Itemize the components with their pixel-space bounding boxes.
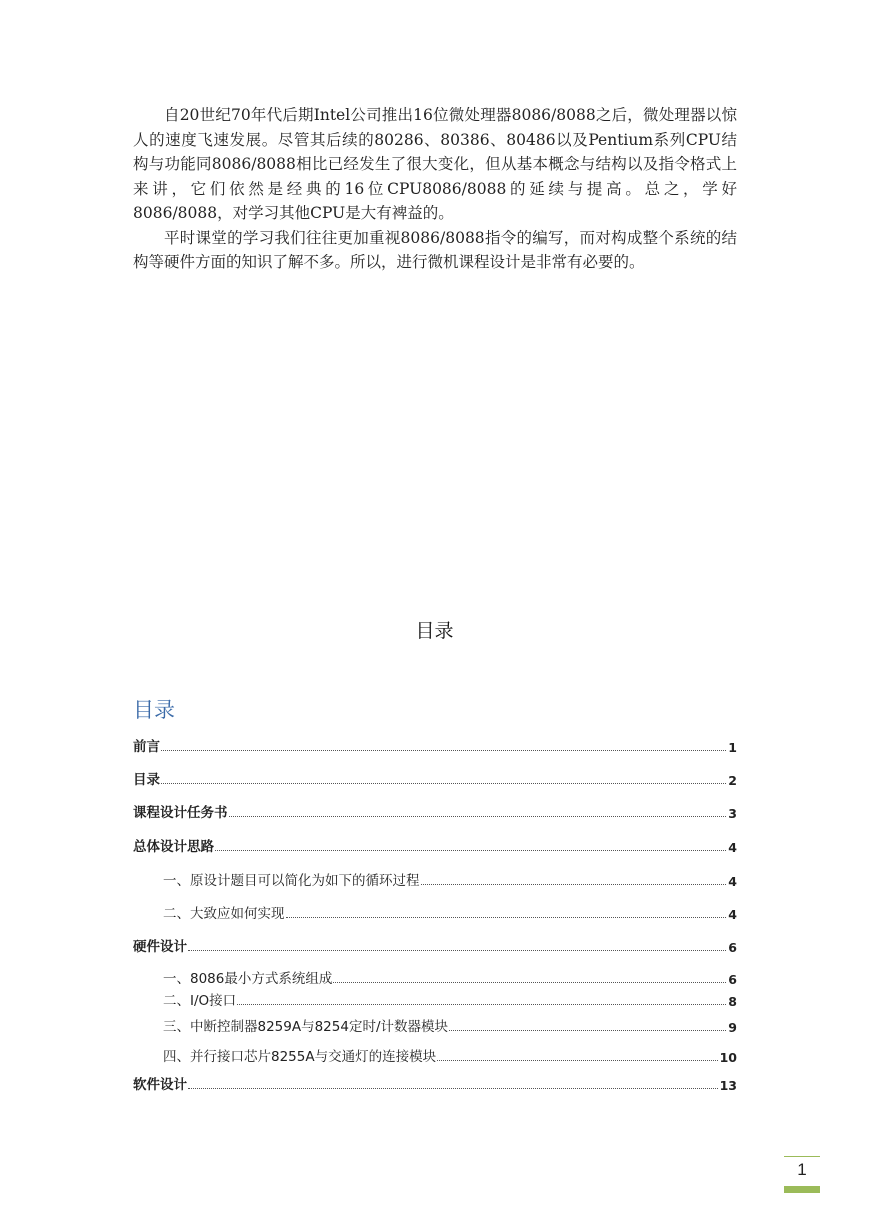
toc-entry[interactable] [133,801,737,821]
toc-entry-label: 二、I/O接口 [163,993,237,1009]
toc-entry[interactable] [163,869,737,889]
page-number: 1 [797,1160,807,1179]
toc-leader-dots [237,1003,726,1005]
toc-leader-dots [449,1029,726,1031]
intro-paragraph: 平时课堂的学习我们往往更加重视8086/8088指令的编写，而对构成整个系统的结构等硬件方面的知识了解不多。所以，进行微机课程设计是非常有必要的。 [133,228,737,271]
page-number-footer [784,1156,820,1193]
toc-heading: 目录 [133,698,175,722]
toc-entry[interactable] [163,967,737,987]
toc-entry-label: 前言 [133,739,160,755]
toc-entry-label: 四、并行接口芯片8255A与交通灯的连接模块 [163,1049,437,1065]
toc-entry-page: 6 [728,972,737,987]
toc-leader-dots [286,916,727,918]
page-number-accent-bar [784,1186,820,1193]
toc-entry-label: 一、原设计题目可以简化为如下的循环过程 [163,873,420,889]
toc-entry-page: 8 [728,994,737,1009]
toc-entry-page: 4 [728,874,737,889]
toc-entry[interactable] [133,735,737,755]
toc-entry-page: 3 [728,806,737,821]
toc-leader-dots [188,949,726,951]
page-title: 目录 [415,620,454,642]
toc-entry[interactable] [133,835,737,855]
toc-entry-label: 总体设计思路 [133,839,214,855]
toc-entry-label: 三、中断控制器8259A与8254定时/计数器模块 [163,1019,448,1035]
toc-leader-dots [333,981,726,983]
toc-entry-label: 课程设计任务书 [133,805,228,821]
toc-entry-label: 二、大致应如何实现 [163,906,285,922]
toc-leader-dots [421,883,727,885]
toc-leader-dots [229,815,727,817]
toc-leader-dots [215,849,726,851]
toc-entry-label: 软件设计 [133,1077,187,1093]
toc-entry-label: 目录 [133,772,160,788]
toc-leader-dots [437,1059,718,1061]
page-number-rule [784,1156,820,1157]
toc-entry-page: 1 [728,740,737,755]
intro-paragraph: 自20世纪70年代后期Intel公司推出16位微处理器8086/8088之后，微处理器以惊人的速度飞速发展。尽管其后续的80286、80386、80486以及Pentium系列CPU结构与功能同8086/8088相比已经发生了很大变化，但从基本概念与结构以及指令格式上来讲，它们依然是经典的16位CPU8086/8088的延续与提高。总之，学好8086/8088，对学习其他CPU是大有裨益的。 [133,106,737,222]
toc-entry[interactable] [133,768,737,788]
toc-entry[interactable] [133,1073,737,1093]
toc-entry[interactable] [163,902,737,922]
toc-entry[interactable] [163,1015,737,1035]
toc-entry-page: 6 [728,940,737,955]
toc-entry-label: 一、8086最小方式系统组成 [163,971,333,987]
toc-entry-page: 4 [728,840,737,855]
toc-entry[interactable] [163,1045,737,1065]
toc-entry-page: 13 [719,1078,737,1093]
toc-leader-dots [161,782,726,784]
toc-leader-dots [161,749,726,751]
toc-entry[interactable] [133,935,737,955]
toc-entry-page: 9 [728,1020,737,1035]
intro-text [133,103,737,275]
toc-entry-page: 2 [728,773,737,788]
toc-entry[interactable] [163,989,737,1009]
toc-leader-dots [188,1087,718,1089]
toc-entry-label: 硬件设计 [133,939,187,955]
toc-entry-page: 4 [728,907,737,922]
toc-entry-page: 10 [719,1050,737,1065]
